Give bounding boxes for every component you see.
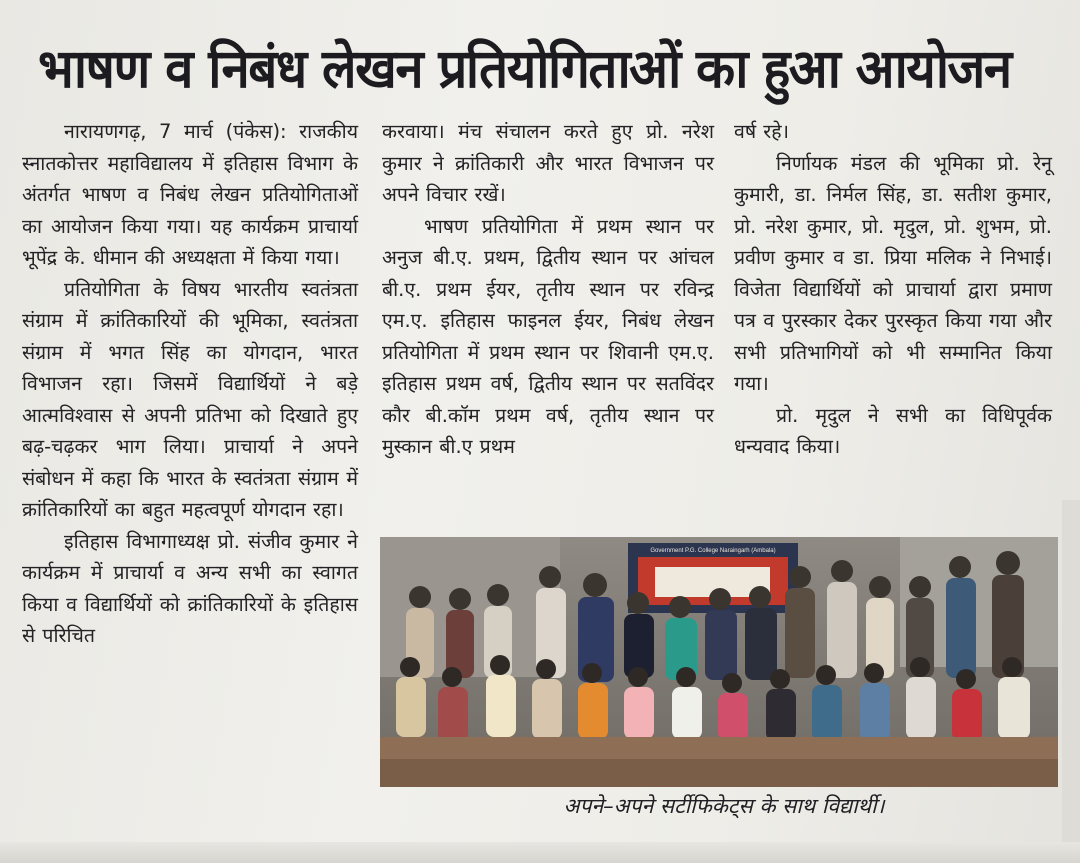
paragraph: भाषण प्रतियोगिता में प्रथम स्थान पर अनुज बी.ए. प्रथम, द्वितीय स्थान पर आंचल बी.ए. प्रथम ईयर, तृतीय स्थान पर रविन्द्र एम.ए. इतिहास फाइनल ईयर, निबंध लेखन प्रतियोगिता में प्रथम स्थान पर शिवानी एम.ए. इतिहास प्रथम वर्ष, द्वितीय स्थान पर सतविंदर कौर बी.कॉम प्रथम वर्ष, तृतीय स्थान पर मुस्कान बी.ए प्रथम <box>382 214 714 458</box>
article-column-2 <box>382 116 714 463</box>
group-photo <box>380 537 1058 787</box>
photo-caption: अपने–अपने सर्टीफिकेट्स के साथ विद्यार्थी। <box>563 794 885 818</box>
paragraph: करवाया। मंच संचालन करते हुए प्रो. नरेश कुमार ने क्रांतिकारी और भारत विभाजन पर अपने विचार रखें। <box>382 120 714 206</box>
paragraph: निर्णायक मंडल की भूमिका प्रो. रेनू कुमारी, डा. निर्मल सिंह, डा. सतीश कुमार, प्रो. नरेश कुमार, प्रो. मृदुल, प्रो. शुभम, प्रो. प्रवीण कुमार व डा. प्रिया मलिक ने निभाई। विजेता विद्यार्थियों को प्राचार्या द्वारा प्रमाण पत्र व पुरस्कार देकर पुरस्कृत किया गया और सभी प्रतिभागियों को भी सम्मानित किया गया। <box>734 151 1052 395</box>
paragraph: प्रतियोगिता के विषय भारतीय स्वतंत्रता संग्राम में क्रांतिकारियों की भूमिका, स्वतंत्रता संग्राम में भगत सिंह का योगदान, भारत विभाजन रहा। जिसमें विद्यार्थियों ने बड़े आत्मविश्वास से अपनी प्रतिभा को दिखाते हुए बढ़-चढ़कर भाग लिया। प्राचार्या ने अपने संबोधन में कहा कि भारत के स्वतंत्रता संग्राम में क्रांतिकारियों का बहुत महत्वपूर्ण योगदान रहा। <box>22 277 358 521</box>
article-column-3 <box>734 116 1052 463</box>
paragraph: प्रो. मृदुल ने सभी का विधिपूर्वक धन्यवाद किया। <box>734 403 1052 458</box>
paragraph: नारायणगढ़, 7 मार्च (पंकेस): राजकीय स्नातकोत्तर महाविद्यालय में इतिहास विभाग के अंतर्गत भाषण व निबंध लेखन प्रतियोगिताओं का आयोजन किया गया। यह कार्यक्रम प्राचार्या भूपेंद्र के. धीमान की अध्यक्षता में किया गया। <box>22 120 358 269</box>
page-edge <box>1062 500 1080 863</box>
page-fold-shadow <box>0 842 1080 863</box>
banner-text: Government P.G. College Naraingarh (Ambala) <box>650 548 776 554</box>
previous-article-fragment <box>0 0 1080 14</box>
paragraph: वर्ष रहे। <box>734 120 790 143</box>
group-photo-illustration <box>380 537 1058 787</box>
paragraph: इतिहास विभागाध्यक्ष प्रो. संजीव कुमार ने कार्यक्रम में प्राचार्या व अन्य सभी का स्वागत किया व विद्यार्थियों को क्रांतिकारियों के इतिहास से परिचित <box>22 529 358 647</box>
article-headline: भाषण व निबंध लेखन प्रतियोगिताओं का हुआ आयोजन <box>38 38 1011 101</box>
article-column-1 <box>22 116 358 652</box>
